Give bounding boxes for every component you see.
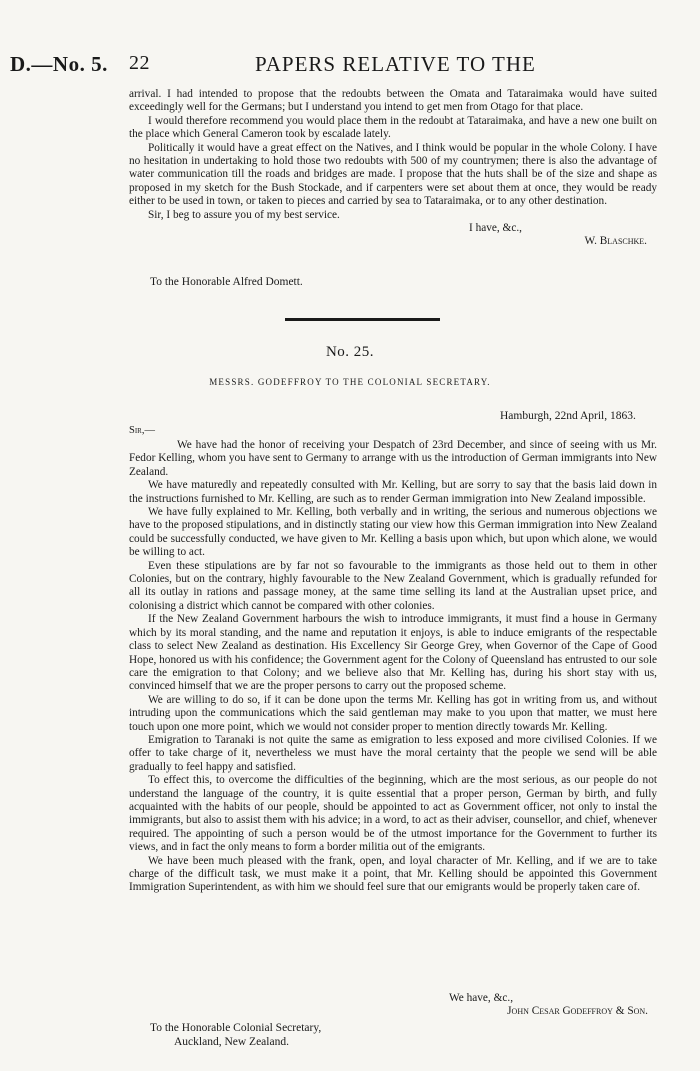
letter1-paragraph: I would therefore recommend you would place them in the redoubt at Tataraimaka, and have a new one built on the place which General Cameron took by escalade lately. [129,114,657,141]
letter2-paragraph: Even these stipulations are by far not so favourable to the immigrants as those held out to them in other Colonies, but on the contrary, highly favourable to the New Zealand Government, which is gradually refunded for all its outlay in rations and passage money, at the same time selling its land at the Australian upset price, and colonising a district which cannot be compared with other colonies. [129,559,657,612]
letter1-signature: W. Blaschke. [584,235,647,248]
addressee-line-1: To the Honorable Colonial Secretary, [150,1022,322,1034]
document-reference: D.—No. 5. [10,52,108,76]
letter1-addressee: To the Honorable Alfred Domett. [150,276,303,288]
letter2-signature: John Cesar Godeffroy & Son. [507,1005,648,1018]
letter2-body [129,439,657,895]
addressee-line-2: Auckland, New Zealand. [174,1035,289,1048]
letter2-addressee [150,1022,321,1049]
letter1-body [129,88,657,249]
page-header [0,52,700,78]
letter2-paragraph: If the New Zealand Government harbours the wish to introduce immigrants, it must find a house in Germany which by its moral standing, and the name and reputation it enjoys, is able to induce emigrants of the respectable class to select New Zealand as destination. His Excellency Sir George Grey, when Governor of the Cape of Good Hope, honored us with his confidence; the Government agent for the Colony of Queensland has entrusted to our sole care the emigration to that Colony; and we believe also that Mr. Kelling has, during his short stay with us, convinced himself that we are the proper persons to carry out the proposed scheme. [129,613,657,693]
letter2-signoff [129,992,648,1019]
section-divider [285,318,440,321]
letter1-paragraph: arrival. I had intended to propose that the redoubts between the Omata and Tataraimaka would have suited exceedingly well for the Germans; but I understand you intend to get men from Otago for that place. [129,88,657,114]
letter2-paragraph: We are willing to do so, if it can be done upon the terms Mr. Kelling has got in writing from us, and without intruding upon the communications which the said gentleman may make to you upon that matter, we must here touch upon one more point, which we would not consider proper to mention directly towards Mr. Kelling. [129,693,657,733]
letter-number: No. 25. [325,344,375,360]
letter2-paragraph: Emigration to Taranaki is not quite the same as emigration to less exposed and more civilised Colonies. If we offer to take charge of it, nevertheless we must have the moral certainty that the people we send will be able gradually to feel happy and satisfied. [129,733,657,773]
letter2-closing: We have, &c., [449,992,514,1004]
letter1-paragraph: Sir, I beg to assure you of my best service. [148,208,340,221]
letter2-paragraph: We have maturedly and repeatedly consulted with Mr. Kelling, but are sorry to say that the basis laid down in the instructions furnished to Mr. Kelling, are such as to render German immigration into New Zealand impossible. [129,479,657,505]
running-title: PAPERS RELATIVE TO THE [255,52,536,76]
letter2-paragraph: To effect this, to overcome the difficulties of the beginning, which are the most serious, as our people do not understand the language of the country, it is quite essential that a proper person, German by birth, and fully acquainted with the habits of our people, should be appointed to act as Government officer, not only to instal the immigrants, but also to assist them with his advice; in a word, to act as their adviser, counsellor, and chief, whenever required. The appointing of such a person would be of the utmost importance for the Government to further its views, and in fact the only means to form a border militia out of the emigrants. [129,774,657,854]
letter-heading: MESSRS. GODEFFROY TO THE COLONIAL SECRETARY. [209,377,491,387]
letter1-closing: I have, &c., [469,222,523,235]
letter2-paragraph: We have had the honor of receiving your Despatch of 23rd December, and since of seeing with us Mr. Fedor Kelling, whom you have sent to Germany to arrange with us the introduction of German immigrants into New Zealand. [129,439,657,478]
letter2-paragraph: We have fully explained to Mr. Kelling, both verbally and in writing, the serious and numerous objections we have to the proposed stipulations, and in distinctly stating our view how this German immigration into New Zealand could be successfully conducted, we have given to Mr. Kelling a basis upon which, but upon which alone, we would be willing to act. [129,506,657,559]
salutation: Sir,— [129,425,155,436]
dateline: Hamburgh, 22nd April, 1863. [500,410,636,422]
letter1-paragraph: Politically it would have a great effect on the Natives, and I think would be popular in the whole Colony. I have no hesitation in undertaking to hold those two redoubts with 500 of my countrymen; there is also the advantage of water communication till the roads and bridges are made. I propose that the huts shall be of the size and shape as proposed in my sketch for the Bush Stockade, and if carpenters were set about them at once, they would be ready either to be used in town, or taken to pieces and carried by sea to Tataraimaka, or to any other destination. [129,141,657,208]
letter2-paragraph: We have been much pleased with the frank, open, and loyal character of Mr. Kelling, and if we are to take charge of the difficult task, we must make it a point, that Mr. Kelling should be appointed this Government Immigration Superintendent, as with him we should feel sure that our emigrants would be properly taken care of. [129,854,657,894]
page-number: 22 [129,52,150,74]
